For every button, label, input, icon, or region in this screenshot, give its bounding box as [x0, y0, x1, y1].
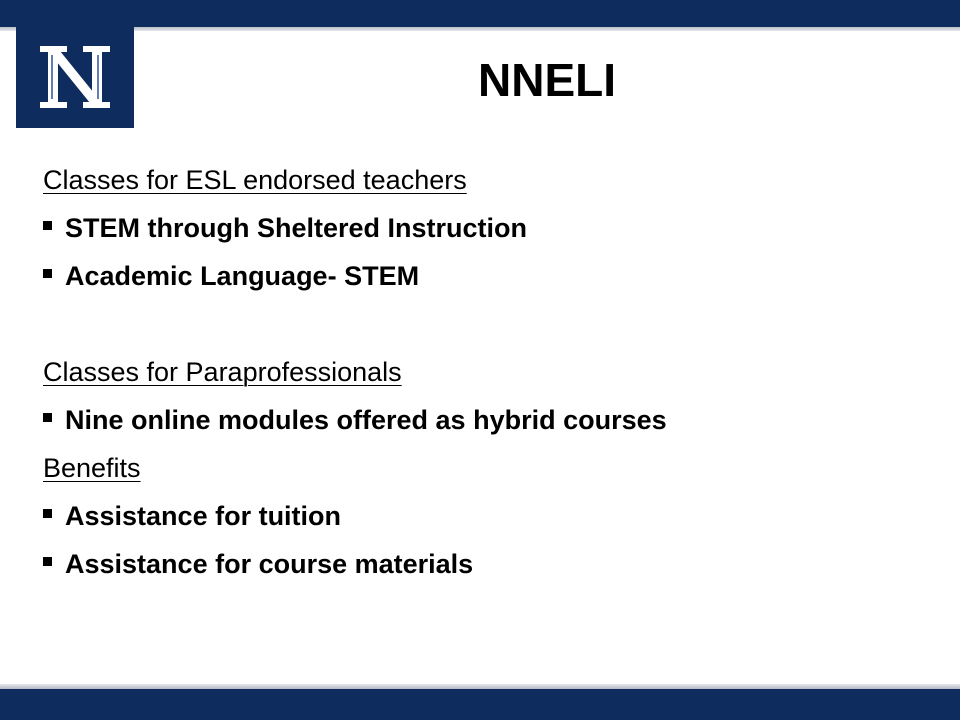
- section-heading-benefits: Benefits: [43, 453, 141, 483]
- square-bullet-icon: [43, 221, 52, 230]
- bullet-text: Assistance for tuition: [65, 501, 342, 531]
- university-n-logo-icon: [16, 27, 134, 128]
- square-bullet-icon: [43, 557, 52, 566]
- bullet-item: [43, 400, 923, 448]
- bullet-text: Academic Language- STEM: [65, 261, 420, 291]
- square-bullet-icon: [43, 269, 52, 278]
- section-heading-esl-teachers: Classes for ESL endorsed teachers: [43, 165, 467, 195]
- bullet-text: Nine online modules offered as hybrid courses: [65, 405, 667, 435]
- bullet-item: [43, 208, 923, 256]
- section-heading-paraprofessionals: Classes for Paraprofessionals: [43, 357, 402, 387]
- bullet-item: [43, 496, 923, 544]
- square-bullet-icon: [43, 413, 52, 422]
- university-logo: [16, 27, 134, 128]
- slide-body: [43, 160, 923, 592]
- bullet-item: [43, 544, 923, 592]
- bullet-text: STEM through Sheltered Instruction: [65, 213, 528, 243]
- top-banner-bar: [0, 0, 960, 27]
- slide-title: NNELI: [478, 54, 616, 106]
- bullet-text: Assistance for course materials: [65, 549, 474, 579]
- top-divider: [0, 27, 960, 31]
- bullet-item: [43, 256, 923, 304]
- square-bullet-icon: [43, 509, 52, 518]
- spacer: [43, 304, 923, 352]
- bottom-banner-bar: [0, 689, 960, 720]
